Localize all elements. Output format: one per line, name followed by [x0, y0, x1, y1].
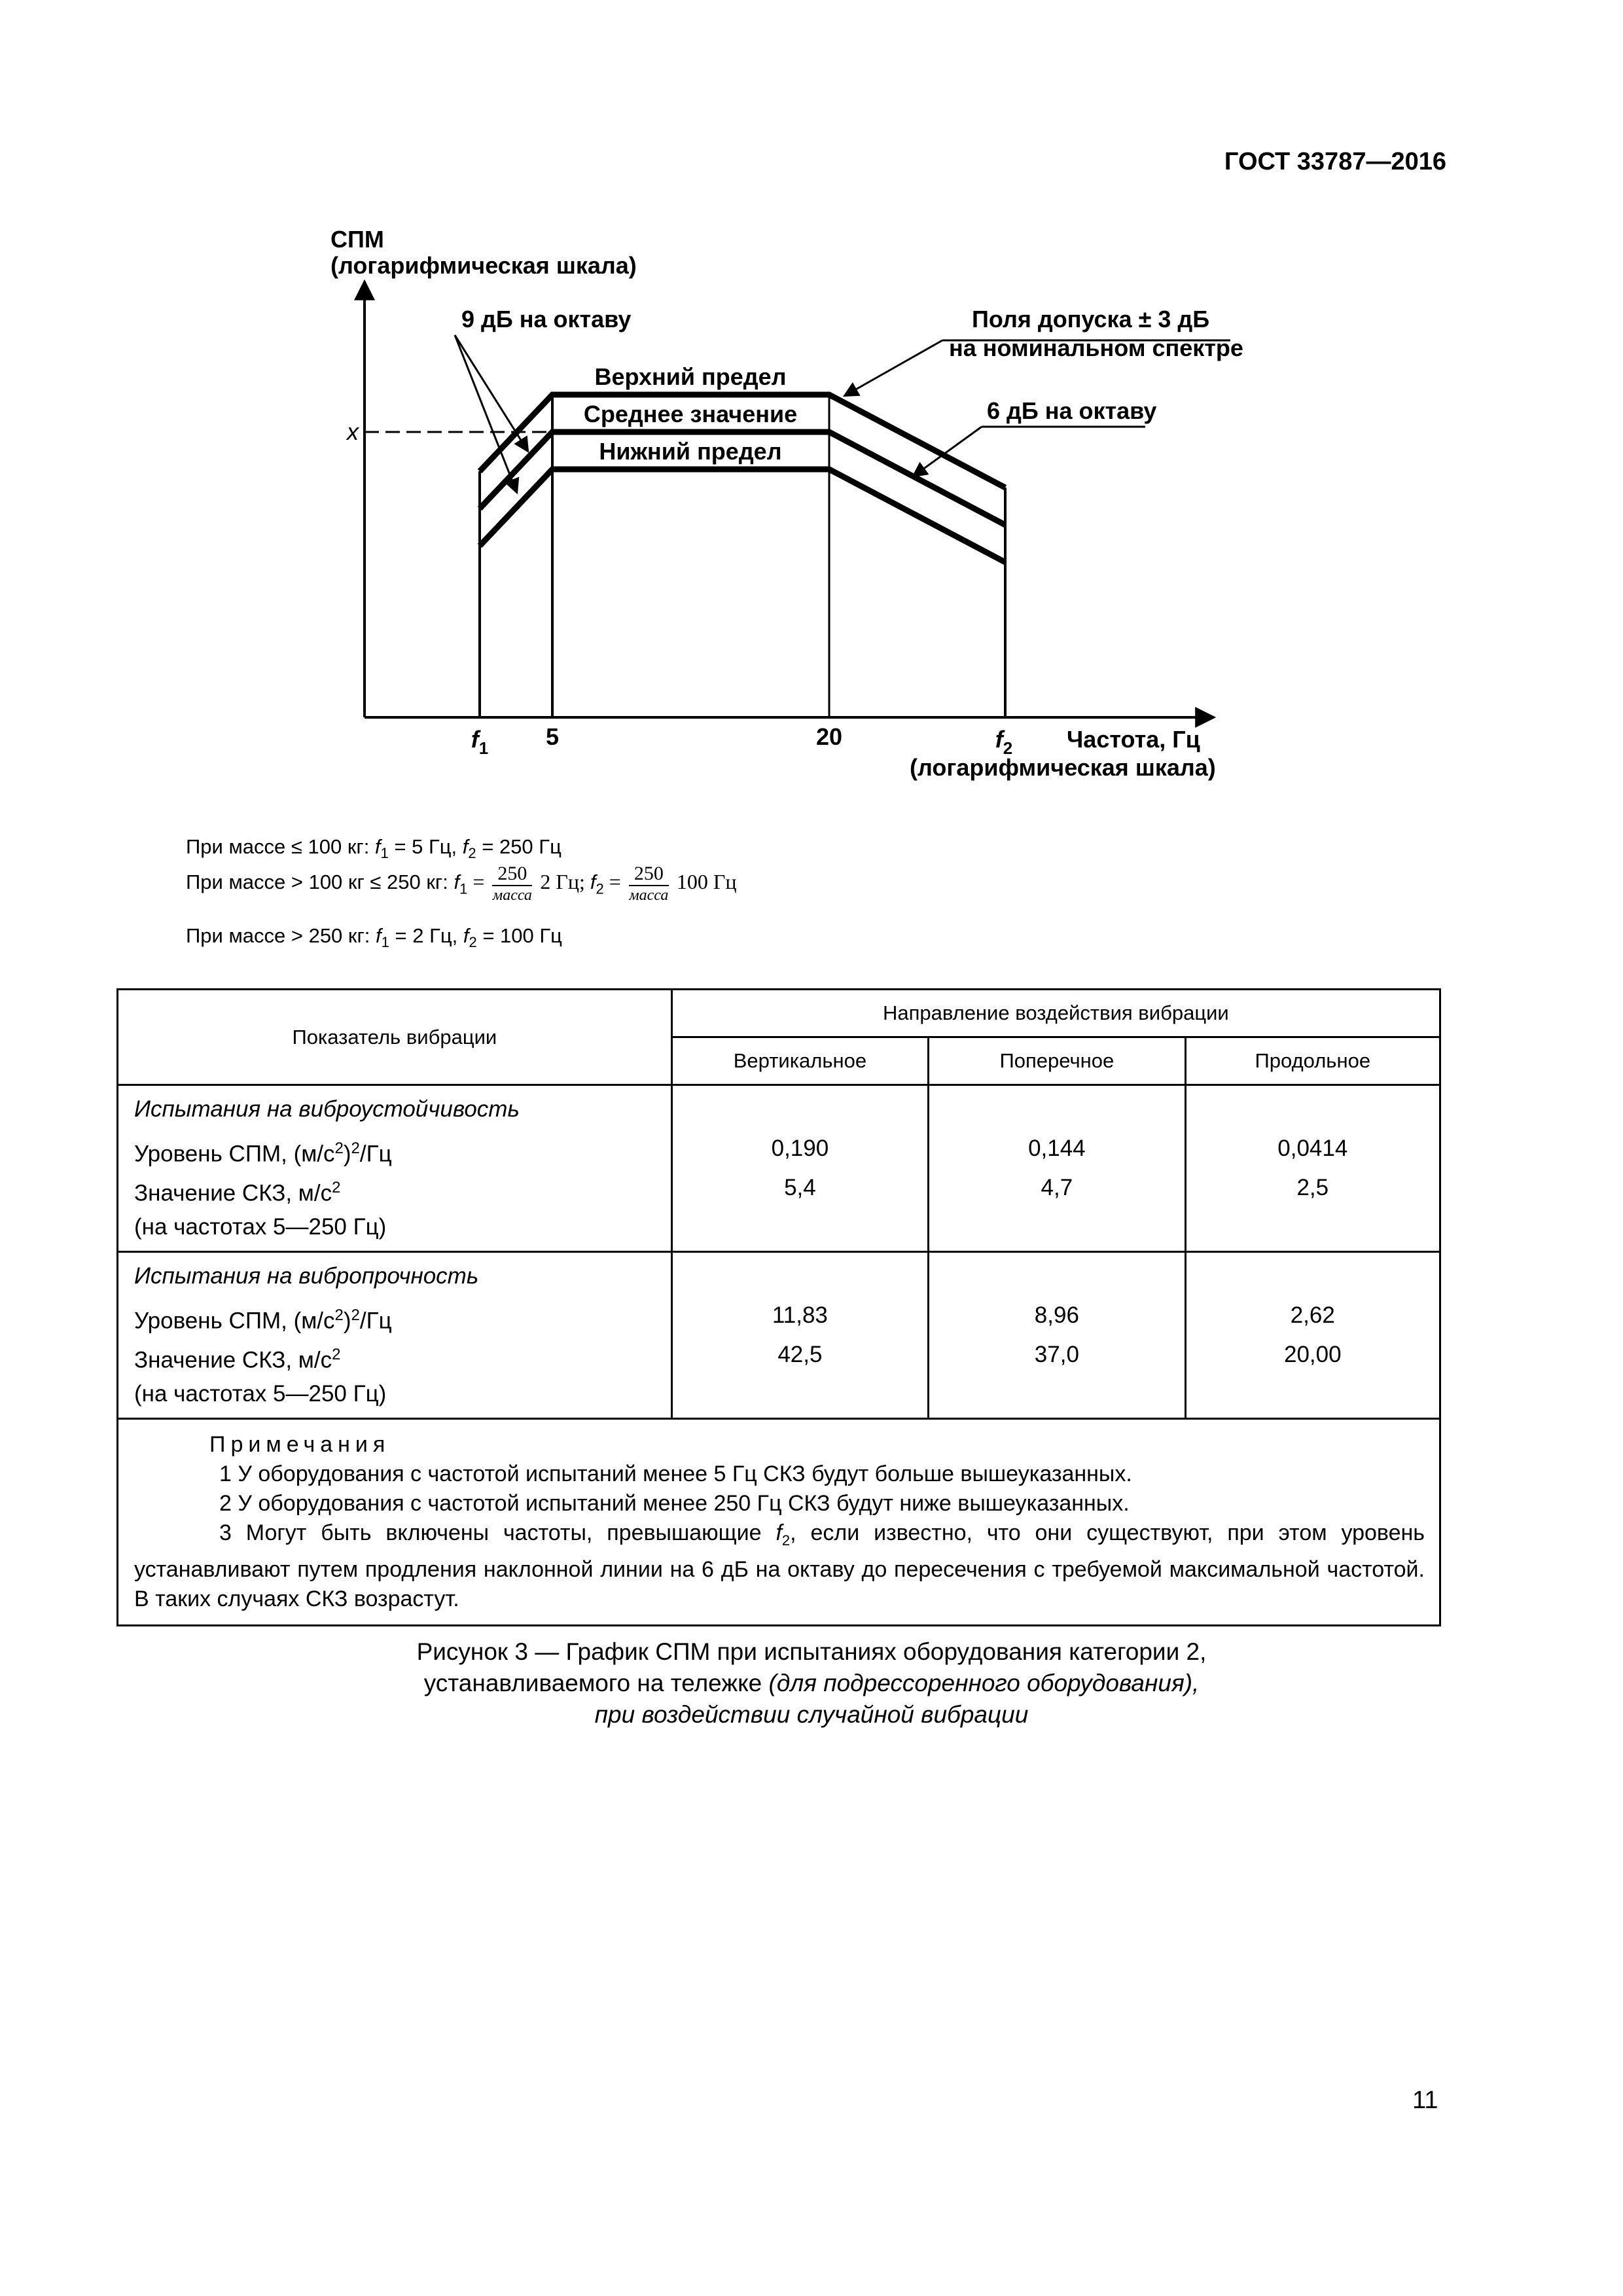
f2-value: = 250 Гц [476, 835, 562, 858]
series-label: Верхний предел [594, 363, 787, 390]
y-axis-label: СПМ [330, 226, 384, 253]
note-2: 2 У оборудования с частотой испытаний менее 250 Гц СКЗ будут ниже вышеуказанных. [219, 1491, 1130, 1516]
f1-unit: 2 Гц; [535, 870, 590, 894]
annotation-label: 9 дБ на октаву [461, 306, 632, 332]
table-header-row [118, 990, 1440, 1037]
fraction [629, 864, 669, 903]
x-axis-label: Частота, Гц [1067, 726, 1200, 753]
table-row [118, 1252, 1440, 1419]
formula-prefix: При массе ≤ 100 кг: [186, 835, 375, 858]
column-header: Вертикальное [671, 1037, 928, 1085]
caption-line-1: Рисунок 3 — График СПМ при испытаниях оборудования категории 2, [416, 1638, 1207, 1665]
subscript: 1 [459, 880, 468, 897]
fraction-numerator: 250 [492, 864, 532, 886]
skz-label: Значение СКЗ, $м/с^2$ [134, 1179, 341, 1206]
spm-figure [0, 0, 1623, 805]
subscript: 2 [468, 845, 476, 862]
subscript: 1 [381, 934, 389, 951]
note-1: 1 У оборудования с частотой испытаний менее 5 Гц СКЗ будут больше вышеуказанных. [219, 1462, 1132, 1486]
equals-sign: = [603, 870, 626, 894]
annotation-label: на номинальном спектре [949, 334, 1243, 361]
f1-value: = 2 Гц, [389, 924, 463, 947]
caption-line-3: при воздействии случайной вибрации [594, 1701, 1029, 1728]
x-axis-scale-note: (логарифмическая шкала) [910, 754, 1216, 781]
formula-line-2 [186, 864, 736, 903]
table-cell: 0,190 5,4 [671, 1085, 928, 1252]
group-title: Испытания на виброустойчивость [134, 1096, 520, 1122]
fraction [492, 864, 532, 903]
formula-line-1 [186, 836, 562, 861]
annotation-label: Поля допуска ± 3 дБ [972, 306, 1210, 332]
group-label [118, 1085, 672, 1252]
f1-value: = 5 Гц, [388, 835, 463, 858]
page-number: 11 [1412, 2087, 1438, 2114]
x-tick-label: 20 [815, 723, 843, 750]
table-row [118, 1085, 1440, 1252]
caption-line-2: устанавливаемого на тележке (для подрессоренного оборудования), [423, 1670, 1200, 1696]
series-label: Среднее значение [583, 401, 798, 427]
x-tick-label: 5 [545, 723, 560, 750]
notes-row [118, 1419, 1440, 1626]
table-cell: 0,0414 2,5 [1185, 1085, 1440, 1252]
column-header: Продольное [1185, 1037, 1440, 1085]
f-symbol: f [454, 870, 460, 894]
f-symbol: f [590, 870, 596, 894]
table-cell: 11,83 42,5 [671, 1252, 928, 1419]
note-3: 3 Могут быть включены частоты, превышающие $f_2$, если известно, что они существуют, при этом уровень устанавливают путем продления наклонной линии на 6 дБ на октаву до пересечения с требуемой максимальной частотой. В таких случаях СКЗ возрастут. [134, 1520, 1425, 1611]
table-cell: 2,62 20,00 [1185, 1252, 1440, 1419]
freq-note: (на частотах 5—250 Гц) [134, 1214, 387, 1240]
freq-note: (на частотах 5—250 Гц) [134, 1381, 387, 1407]
f-symbol: f [374, 835, 381, 858]
spm-label: Уровень СПМ, $(м/с^2)^2/Гц$ [134, 1306, 392, 1334]
subscript: 2 [596, 880, 604, 897]
subscript: 2 [469, 934, 477, 951]
spm-label: Уровень СПМ, $(м/с^2)^2/Гц$ [134, 1139, 392, 1167]
subscript: 1 [380, 845, 389, 862]
formula-prefix: При массе > 250 кг: [186, 924, 376, 947]
equals-sign: = [467, 870, 490, 894]
fraction-denominator: масса [629, 887, 669, 904]
f-symbol: f [376, 924, 382, 947]
document-id: ГОСТ 33787—2016 [1224, 148, 1446, 175]
annotation-arrow [844, 340, 942, 396]
spm-chart [0, 0, 1623, 805]
f-symbol: f [462, 835, 469, 858]
x-tick-label: $f_2$ [995, 726, 1013, 758]
table-cell: 0,144 4,7 [929, 1085, 1185, 1252]
notes-title: Примечания [209, 1432, 391, 1457]
f-symbol: f [463, 924, 469, 947]
formula-prefix: При массе > 100 кг ≤ 250 кг: [186, 870, 454, 894]
annotation-arrow [455, 335, 528, 452]
x-tick-label: $f_1$ [471, 726, 489, 758]
f2-unit: 100 Гц [671, 870, 737, 894]
table-cell: 8,96 37,0 [929, 1252, 1185, 1419]
series-label: Нижний предел [599, 438, 782, 465]
fraction-numerator: 250 [629, 864, 669, 886]
column-header: Поперечное [929, 1037, 1185, 1085]
y-axis-scale-note: (логарифмическая шкала) [330, 252, 637, 279]
formula-line-3 [186, 925, 562, 950]
annotation-label: 6 дБ на октаву [987, 397, 1157, 424]
group-title: Испытания на вибропрочность [134, 1263, 479, 1289]
y-ref-label: x [347, 418, 359, 445]
group-label [118, 1252, 672, 1419]
f2-value: = 100 Гц [476, 924, 562, 947]
notes-cell [118, 1419, 1440, 1626]
vibration-table [116, 988, 1441, 1626]
figure-caption [0, 1636, 1623, 1731]
indicator-header: Показатель вибрации [118, 990, 672, 1085]
fraction-denominator: масса [492, 887, 532, 904]
direction-header: Направление воздействия вибрации [671, 990, 1440, 1037]
annotation-arrow [455, 335, 517, 493]
skz-label: Значение СКЗ, $м/с^2$ [134, 1346, 341, 1373]
